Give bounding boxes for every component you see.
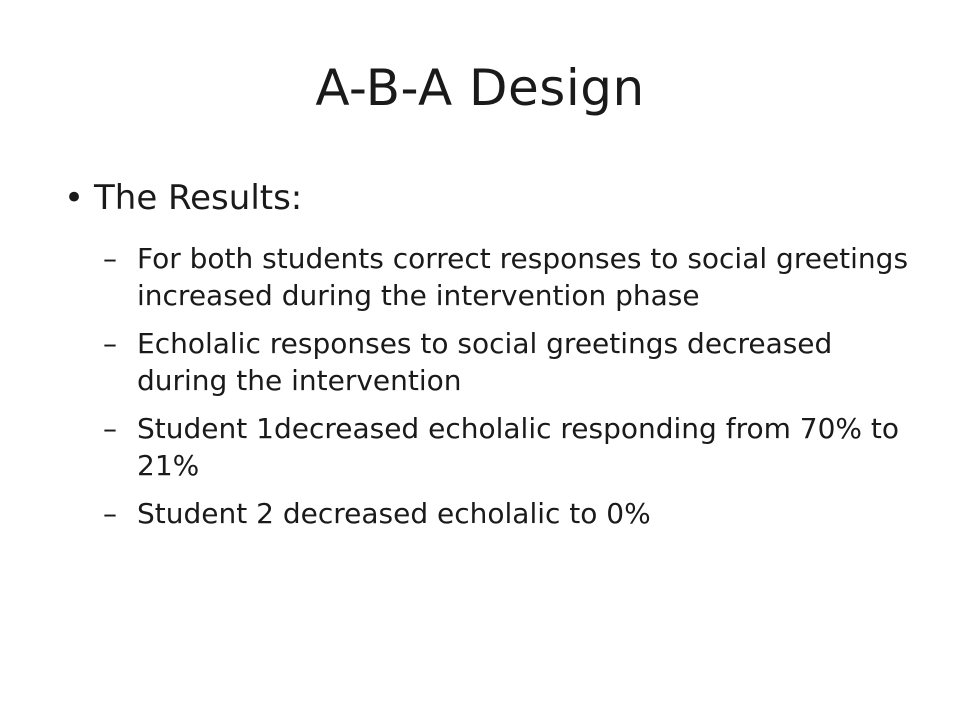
dash-marker: –: [103, 327, 117, 360]
main-bullet: [64, 176, 904, 220]
dash-marker: –: [103, 412, 117, 445]
sub-bullet: [103, 325, 913, 399]
sub-bullet-text: Student 2 decreased echolalic to 0%: [137, 497, 651, 530]
slide-title: A-B-A Design: [315, 59, 645, 117]
sub-bullet: [103, 240, 913, 314]
dash-marker: –: [103, 242, 117, 275]
dash-marker: –: [103, 497, 117, 530]
sub-bullet-text: Student 1decreased echolalic responding from 70% to 21%: [137, 412, 900, 482]
bullet-marker: •: [64, 178, 85, 218]
sub-bullet: [103, 495, 913, 532]
sub-bullet-text: Echolalic responses to social greetings decreased during the intervention: [137, 327, 833, 397]
main-bullet-text: The Results:: [94, 178, 303, 218]
sub-bullet: [103, 410, 913, 484]
sub-bullet-text: For both students correct responses to social greetings increased during the intervention phase: [137, 242, 909, 312]
sub-bullet-list: [103, 240, 913, 543]
